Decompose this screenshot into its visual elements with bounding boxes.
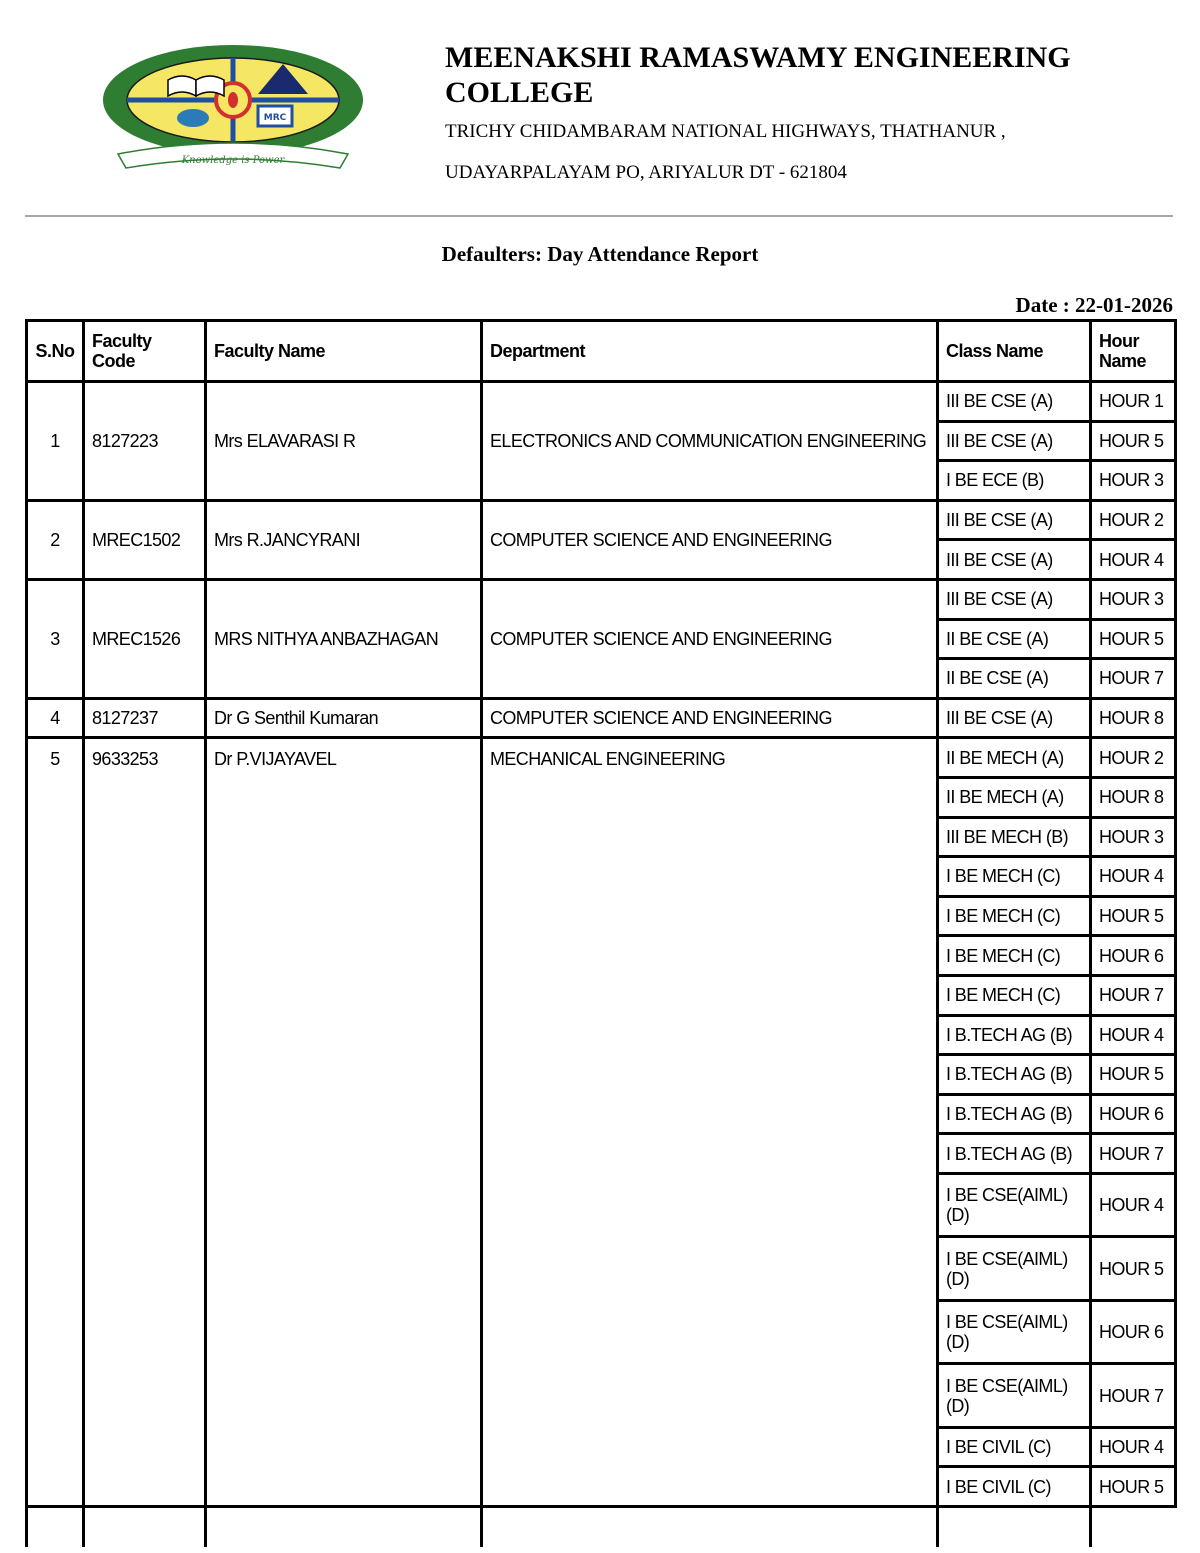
cell-department: COMPUTER SCIENCE AND ENGINEERING xyxy=(482,579,938,698)
cell-hour-name: HOUR 4 xyxy=(1091,1015,1176,1055)
cell-hour-name: HOUR 7 xyxy=(1091,1134,1176,1174)
table-row xyxy=(27,500,1176,540)
college-seal-logo-icon xyxy=(98,42,368,174)
cell-class-name: II BE CSE (A) xyxy=(938,619,1091,659)
cell-faculty-code: 9633253 xyxy=(84,738,206,1507)
cell-class-name: III BE CSE (A) xyxy=(938,421,1091,461)
cell-hour-name: HOUR 7 xyxy=(1091,1364,1176,1428)
cell-faculty-name: MRS NITHYA ANBAZHAGAN xyxy=(206,579,482,698)
cell-sno: 5 xyxy=(27,738,84,1507)
cell-faculty-name: Mrs ELAVARASI R xyxy=(206,382,482,501)
cell-department: COMPUTER SCIENCE AND ENGINEERING xyxy=(482,698,938,738)
cell-hour-name: HOUR 2 xyxy=(1091,738,1176,778)
cell-hour-name: HOUR 4 xyxy=(1091,857,1176,897)
cell-class-name: I B.TECH AG (B) xyxy=(938,1055,1091,1095)
cell-class-name: I BE CSE(AIML) (D) xyxy=(938,1300,1091,1364)
cell-faculty-name: Dr G Senthil Kumaran xyxy=(206,698,482,738)
defaulters-table xyxy=(25,319,1177,1547)
cell-class-name: I B.TECH AG (B) xyxy=(938,1134,1091,1174)
cell-class-name: II BE CSE (A) xyxy=(938,659,1091,699)
cell-hour-name: HOUR 6 xyxy=(1091,1094,1176,1134)
cell-class-name: I BE MECH (C) xyxy=(938,896,1091,936)
cell-hour-name: HOUR 4 xyxy=(1091,1427,1176,1467)
table-header-row xyxy=(27,321,1176,382)
header-faculty-code: Faculty Code xyxy=(84,321,206,382)
cell-class-name: II BE MECH (A) xyxy=(938,738,1091,778)
cell-department: COMPUTER SCIENCE AND ENGINEERING xyxy=(482,500,938,579)
cell-hour-name: HOUR 6 xyxy=(1091,1300,1176,1364)
cell-class-name: I BE CSE(AIML) (D) xyxy=(938,1173,1091,1237)
table-row xyxy=(27,382,1176,422)
cell-sno: 3 xyxy=(27,579,84,698)
college-address-line-1: TRICHY CHIDAMBARAM NATIONAL HIGHWAYS, THATHANUR , xyxy=(445,121,1006,142)
cell-class-name: I BE MECH (C) xyxy=(938,975,1091,1015)
cell-faculty-code: 8127237 xyxy=(84,698,206,738)
cell-sno: 2 xyxy=(27,500,84,579)
cell-class-name: I B.TECH AG (B) xyxy=(938,1015,1091,1055)
cell-hour-name: HOUR 7 xyxy=(1091,975,1176,1015)
cell-hour-name: HOUR 5 xyxy=(1091,1055,1176,1095)
cell-department: MECHANICAL ENGINEERING xyxy=(482,738,938,1507)
cell-class-name: III BE CSE (A) xyxy=(938,540,1091,580)
table-body xyxy=(27,382,1176,1547)
cell-hour-name: HOUR 3 xyxy=(1091,579,1176,619)
cell-hour-name: HOUR 4 xyxy=(1091,540,1176,580)
cell-hour-name: HOUR 5 xyxy=(1091,1467,1176,1507)
cell-class-name: I BE CIVIL (C) xyxy=(938,1467,1091,1507)
cell-hour-name: HOUR 7 xyxy=(1091,659,1176,699)
svg-text:Knowledge is Power: Knowledge is Power xyxy=(181,155,285,166)
header-divider xyxy=(25,215,1173,217)
empty-cell xyxy=(84,1507,206,1547)
svg-text:MRC: MRC xyxy=(263,113,287,123)
cell-sno: 4 xyxy=(27,698,84,738)
cell-hour-name: HOUR 8 xyxy=(1091,777,1176,817)
cell-hour-name: HOUR 4 xyxy=(1091,1173,1176,1237)
cell-class-name: III BE CSE (A) xyxy=(938,698,1091,738)
cell-hour-name: HOUR 8 xyxy=(1091,698,1176,738)
cell-hour-name: HOUR 1 xyxy=(1091,382,1176,422)
cell-hour-name: HOUR 3 xyxy=(1091,817,1176,857)
cell-faculty-code: 8127223 xyxy=(84,382,206,501)
cell-hour-name: HOUR 6 xyxy=(1091,936,1176,976)
empty-cell xyxy=(1091,1507,1176,1547)
cell-hour-name: HOUR 2 xyxy=(1091,500,1176,540)
table-row xyxy=(27,698,1176,738)
cell-class-name: III BE CSE (A) xyxy=(938,579,1091,619)
table-row xyxy=(27,579,1176,619)
cell-class-name: I BE CSE(AIML) (D) xyxy=(938,1364,1091,1428)
table-row xyxy=(27,738,1176,778)
empty-cell xyxy=(27,1507,84,1547)
cell-hour-name: HOUR 5 xyxy=(1091,1237,1176,1301)
report-title: Defaulters: Day Attendance Report xyxy=(441,242,759,266)
cell-hour-name: HOUR 5 xyxy=(1091,421,1176,461)
cell-class-name: I BE CIVIL (C) xyxy=(938,1427,1091,1467)
college-address-line-2: UDAYARPALAYAM PO, ARIYALUR DT - 621804 xyxy=(445,162,847,183)
header-class-name: Class Name xyxy=(938,321,1091,382)
empty-cell xyxy=(482,1507,938,1547)
cell-department: ELECTRONICS AND COMMUNICATION ENGINEERING xyxy=(482,382,938,501)
cell-faculty-code: MREC1502 xyxy=(84,500,206,579)
cell-class-name: I BE MECH (C) xyxy=(938,857,1091,897)
cell-class-name: I BE ECE (B) xyxy=(938,461,1091,501)
table-continuation-row xyxy=(27,1507,1176,1547)
cell-faculty-name: Dr P.VIJAYAVEL xyxy=(206,738,482,1507)
header-faculty-name: Faculty Name xyxy=(206,321,482,382)
header-department: Department xyxy=(482,321,938,382)
college-name: MEENAKSHI RAMASWAMY ENGINEERING COLLEGE xyxy=(445,41,1071,109)
cell-class-name: I BE MECH (C) xyxy=(938,936,1091,976)
cell-sno: 1 xyxy=(27,382,84,501)
cell-class-name: II BE MECH (A) xyxy=(938,777,1091,817)
cell-class-name: III BE CSE (A) xyxy=(938,382,1091,422)
cell-hour-name: HOUR 3 xyxy=(1091,461,1176,501)
empty-cell xyxy=(938,1507,1091,1547)
cell-hour-name: HOUR 5 xyxy=(1091,896,1176,936)
header-sno: S.No xyxy=(27,321,84,382)
empty-cell xyxy=(206,1507,482,1547)
report-date: Date : 22-01-2026 xyxy=(1015,293,1173,317)
cell-faculty-code: MREC1526 xyxy=(84,579,206,698)
cell-faculty-name: Mrs R.JANCYRANI xyxy=(206,500,482,579)
cell-class-name: III BE CSE (A) xyxy=(938,500,1091,540)
header-hour-name: Hour Name xyxy=(1091,321,1176,382)
cell-class-name: I BE CSE(AIML) (D) xyxy=(938,1237,1091,1301)
cell-class-name: III BE MECH (B) xyxy=(938,817,1091,857)
cell-class-name: I B.TECH AG (B) xyxy=(938,1094,1091,1134)
cell-hour-name: HOUR 5 xyxy=(1091,619,1176,659)
